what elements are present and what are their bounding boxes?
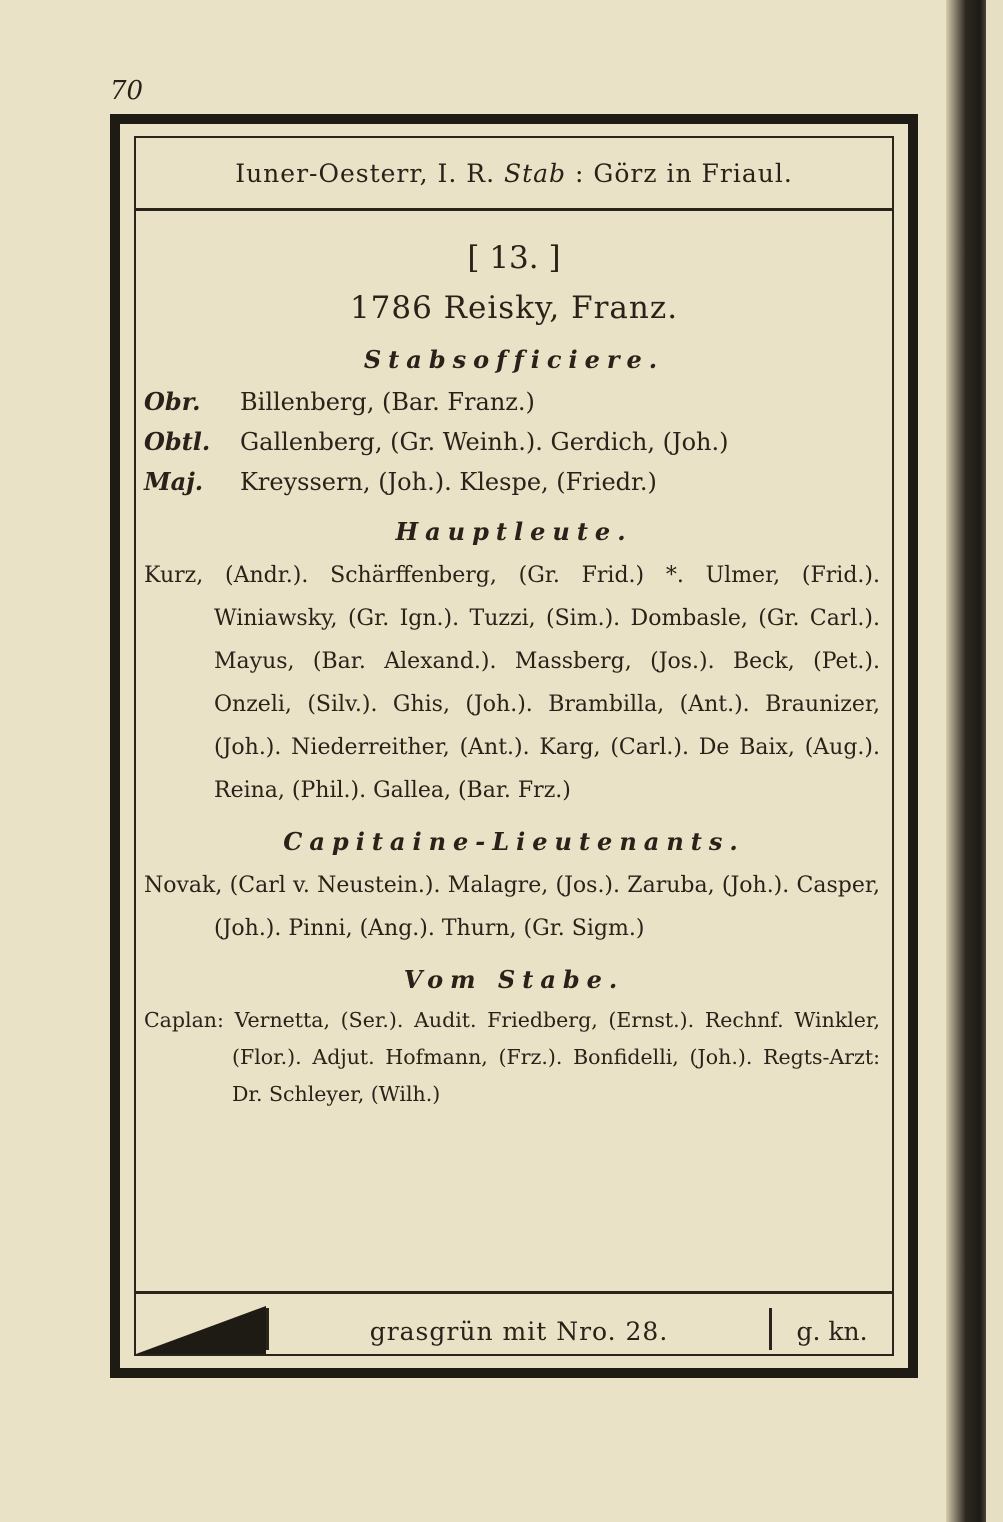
rank-names: Billenberg, (Bar. Franz.) bbox=[240, 388, 535, 416]
rank-names: Gallenberg, (Gr. Weinh.). Gerdich, (Joh.) bbox=[240, 428, 729, 456]
page-number: 70 bbox=[110, 76, 144, 106]
regiment-frame bbox=[110, 114, 918, 1378]
corner-wedge-ornament bbox=[136, 1306, 266, 1354]
rank-abbreviation: Maj. bbox=[144, 467, 204, 496]
section-title-stabsofficiere: Stabsofficiere. bbox=[363, 345, 665, 374]
vom-stabe-list: Caplan: Vernetta, (Ser.). Audit. Friedberg, (Ernst.). Rechnf. Winkler, (Flor.). Adjut. Hofmann, (Frz.). Bonfidelli, (Joh.). Regts-Arzt: Dr. Schleyer, (Wilh.) bbox=[144, 1008, 880, 1106]
section-title-capitaine-lieutenants: Capitaine-Lieutenants. bbox=[283, 827, 745, 856]
rank-row bbox=[144, 382, 884, 422]
rank-row bbox=[144, 422, 884, 462]
hauptleute-list: Kurz, (Andr.). Schärffenberg, (Gr. Frid.) *. Ulmer, (Frid.). Winiawsky, (Gr. Ign.). Tuzzi, (Sim.). Dombasle, (Gr. Carl.). Mayus, (Bar. Alexand.). Massberg, (Jos.). Beck, (Pet.). Onzeli, (Silv.). Ghis, (Joh.). Brambilla, (Ant.). Braunizer, (Joh.). Niederreither, (Ant.). Karg, (Carl.). De Baix, (Aug.). Reina, (Phil.). Gallea, (Bar. Frz.) bbox=[144, 563, 880, 803]
rank-names: Kreyssern, (Joh.). Klespe, (Friedr.) bbox=[240, 468, 657, 496]
header-band bbox=[136, 138, 892, 211]
uniform-color: grasgrün mit Nro. 28. bbox=[369, 1317, 669, 1346]
page-content bbox=[144, 238, 884, 1113]
facing-page-edge bbox=[986, 0, 1003, 1522]
header-prefix: Iuner-Oesterr, I. R. bbox=[235, 158, 496, 188]
rank-abbreviation: Obtl. bbox=[144, 427, 211, 456]
header-stab-label: Stab bbox=[503, 158, 567, 188]
rank-row bbox=[144, 462, 884, 502]
section-title-hauptleute: Hauptleute. bbox=[395, 517, 633, 546]
button-type: g. kn. bbox=[796, 1317, 868, 1346]
section-title-vom-stabe: Vom Stabe. bbox=[403, 965, 625, 994]
inner-frame bbox=[134, 136, 894, 1356]
rank-abbreviation: Obr. bbox=[144, 387, 201, 416]
regiment-number: [ 13. ] bbox=[467, 240, 561, 276]
header-location: : Görz in Friaul. bbox=[575, 158, 793, 188]
capitaine-lieutenants-list: Novak, (Carl v. Neustein.). Malagre, (Jos.). Zaruba, (Joh.). Casper, (Joh.). Pinni, (Ang.). Thurn, (Gr. Sigm.) bbox=[144, 873, 880, 941]
footer-band bbox=[136, 1291, 892, 1354]
regiment-owner: 1786 Reisky, Franz. bbox=[349, 290, 679, 326]
